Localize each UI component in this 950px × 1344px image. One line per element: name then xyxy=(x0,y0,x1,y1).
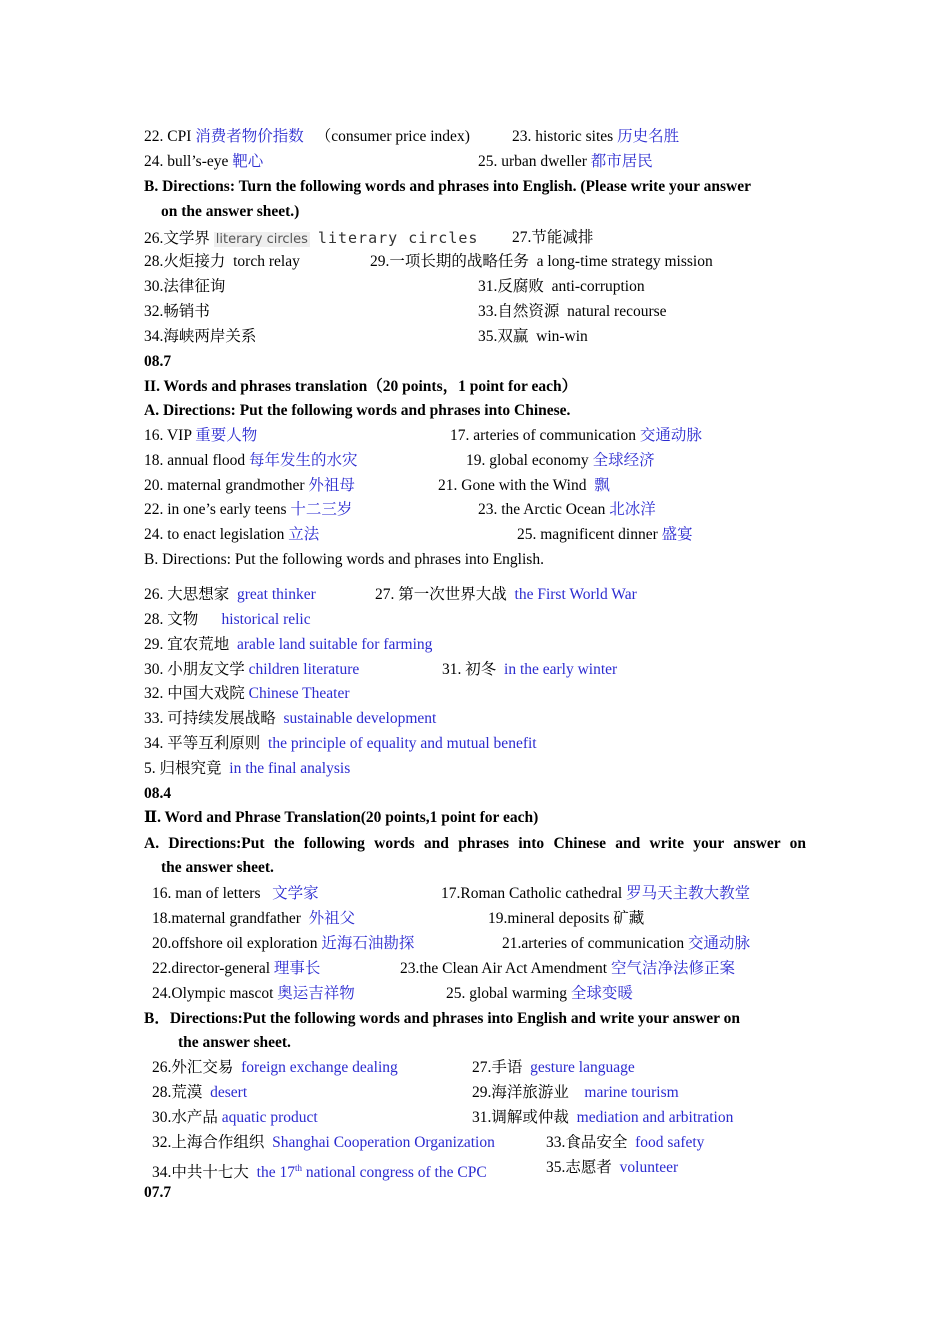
ordinal-suffix: th xyxy=(294,1163,302,1173)
answer: 罗马天主教大教堂 xyxy=(626,885,751,902)
item-34 xyxy=(144,734,537,754)
answer: mediation and arbitration xyxy=(576,1109,734,1126)
item-27 xyxy=(472,1058,635,1078)
item-term: 22.director-general xyxy=(152,960,274,977)
answer: arable land suitable for farming xyxy=(237,636,433,653)
item-29 xyxy=(472,1083,679,1103)
item-24 xyxy=(152,984,355,1004)
item-term: 31. 初冬 xyxy=(442,661,505,678)
item-19: 19.mineral deposits 矿藏 xyxy=(488,910,645,927)
item-term: 23. the Arctic Ocean xyxy=(478,501,610,518)
answer: children literature xyxy=(248,661,360,678)
item-35: 35.双赢 win-win xyxy=(478,328,588,345)
item-term: 34.中共十七大 xyxy=(152,1164,257,1182)
item-27 xyxy=(375,585,637,605)
answer-part: national congress of the CPC xyxy=(301,1164,487,1182)
item-23 xyxy=(512,127,679,147)
item-term: 24. to enact legislation xyxy=(144,526,289,543)
item-term: 25. magnificent dinner xyxy=(517,526,662,543)
answer: food safety xyxy=(635,1134,705,1151)
item-20 xyxy=(152,934,414,954)
item-33: 33.自然资源 natural recourse xyxy=(478,303,667,320)
item-25 xyxy=(517,525,693,545)
item-note: （consumer price index) xyxy=(315,128,470,145)
item-term: 22. CPI xyxy=(144,128,196,145)
item-term: 27.手语 xyxy=(472,1059,531,1076)
item-18 xyxy=(144,451,358,471)
item-26 xyxy=(144,228,478,250)
answer: 历史名胜 xyxy=(617,128,680,145)
item-term: 18.maternal grandfather xyxy=(152,910,309,927)
section-title: II. Words and phrases translation（20 points，1 point for each） xyxy=(144,378,578,395)
item-term: 27. 第一次世界大战 xyxy=(375,586,515,603)
answer: the principle of equality and mutual benefit xyxy=(268,735,537,752)
answer-part: the 17 xyxy=(256,1164,295,1182)
answer: 奥运吉祥物 xyxy=(277,985,355,1002)
item-18 xyxy=(152,909,355,929)
item-27: 27.节能减排 xyxy=(512,229,594,246)
answer: 每年发生的水灾 xyxy=(249,452,358,469)
item-26 xyxy=(152,1058,398,1078)
answer: in the early winter xyxy=(504,661,618,678)
item-23 xyxy=(400,959,735,979)
answer: desert xyxy=(210,1084,248,1101)
item-29: 29.一项长期的战略任务 a long-time strategy mission xyxy=(370,253,713,270)
answer: volunteer xyxy=(619,1159,679,1176)
item-term: 29. 宜农荒地 xyxy=(144,636,238,653)
item-24 xyxy=(144,152,263,172)
directions-b-cont: on the answer sheet.) xyxy=(161,203,300,220)
answer: 交通动脉 xyxy=(687,935,750,952)
answer: marine tourism xyxy=(584,1084,679,1101)
item-term: 35.志愿者 xyxy=(546,1159,620,1176)
item-26 xyxy=(144,585,316,605)
item-term: 31.调解或仲裁 xyxy=(472,1109,577,1126)
answer: 理事长 xyxy=(273,960,321,977)
item-term: 17.Roman Catholic cathedral xyxy=(441,885,627,902)
section-date: 07.7 xyxy=(144,1184,172,1201)
item-30: 30.法律征询 xyxy=(144,278,226,295)
answer: 空气洁净法修正案 xyxy=(610,960,735,977)
directions-b-cont: the answer sheet. xyxy=(178,1034,291,1051)
answer: historical relic xyxy=(221,611,311,628)
item-term: 26. 大思想家 xyxy=(144,586,238,603)
item-20 xyxy=(144,476,355,496)
highlighted-answer: literary circles xyxy=(215,232,308,247)
answer: 北冰洋 xyxy=(609,501,656,518)
answer: aquatic product xyxy=(221,1109,318,1126)
item-term: 22. in one’s early teens xyxy=(144,501,291,518)
item-34 xyxy=(152,1158,487,1183)
item-21 xyxy=(438,476,610,496)
item-term: 23.the Clean Air Act Amendment xyxy=(400,960,611,977)
item-term: 5. 归根究竟 xyxy=(144,760,230,777)
answer xyxy=(257,1164,487,1181)
item-term: 32. 中国大戏院 xyxy=(144,685,249,702)
answer: 靶心 xyxy=(232,153,264,170)
answer: 重要人物 xyxy=(195,427,258,444)
item-term: 21. Gone with the Wind xyxy=(438,477,595,494)
item-25 xyxy=(446,984,633,1004)
item-31 xyxy=(472,1108,733,1128)
directions-a: A. Directions: Put the following words and phrases into Chinese. xyxy=(144,402,571,419)
item-term: 34. 平等互利原则 xyxy=(144,735,269,752)
section-title: Ⅱ. Word and Phrase Translation(20 points,1 point for each) xyxy=(144,809,539,826)
item-31: 31.反腐败 anti-corruption xyxy=(478,278,645,295)
item-term: 16. man of letters xyxy=(152,885,273,902)
item-term: 20. maternal grandmother xyxy=(144,477,309,494)
answer: 全球变暖 xyxy=(570,985,633,1002)
answer: 飘 xyxy=(594,477,610,494)
answer: 外祖母 xyxy=(308,477,355,494)
item-32 xyxy=(152,1133,495,1153)
item-32 xyxy=(144,684,350,704)
item-34: 34.海峡两岸关系 xyxy=(144,328,257,345)
section-date: 08.7 xyxy=(144,353,172,370)
item-term: 25. global warming xyxy=(446,985,571,1002)
answer: foreign exchange dealing xyxy=(241,1059,398,1076)
item-term: 30.水产品 xyxy=(152,1109,222,1126)
answer: the First World War xyxy=(514,586,637,603)
item-24 xyxy=(144,525,319,545)
item-term: 26.文学界 xyxy=(144,230,214,247)
item-term: 16. VIP xyxy=(144,427,196,444)
item-term: 29.海洋旅游业 xyxy=(472,1084,585,1101)
item-35 xyxy=(546,1158,678,1178)
item-17 xyxy=(450,426,702,446)
item-term: 26.外汇交易 xyxy=(152,1059,242,1076)
item-29 xyxy=(144,635,432,655)
item-term: 24. bull’s-eye xyxy=(144,153,233,170)
item-30 xyxy=(144,660,359,680)
answer: 立法 xyxy=(288,526,320,543)
item-33 xyxy=(546,1133,704,1153)
item-35 xyxy=(144,759,350,779)
typed-answer: literary circles xyxy=(317,229,479,247)
answer: in the final analysis xyxy=(229,760,351,777)
answer: great thinker xyxy=(237,586,316,603)
answer: 都市居民 xyxy=(590,153,653,170)
item-23 xyxy=(478,500,656,520)
answer: 全球经济 xyxy=(592,452,655,469)
item-term: 33. 可持续发展战略 xyxy=(144,710,284,727)
item-28: 28.火炬接力 torch relay xyxy=(144,253,300,270)
answer: Chinese Theater xyxy=(248,685,350,702)
directions-a-cont: the answer sheet. xyxy=(161,859,274,876)
item-term: 21.arteries of communication xyxy=(502,935,688,952)
answer: 外祖父 xyxy=(308,910,356,927)
item-term: 28.荒漠 xyxy=(152,1084,211,1101)
answer: sustainable development xyxy=(283,710,437,727)
item-19 xyxy=(466,451,655,471)
item-term: 19. global economy xyxy=(466,452,593,469)
item-16 xyxy=(144,426,257,446)
directions-b: B. Directions: Turn the following words and phrases into English. (Please write your answer xyxy=(144,178,751,195)
answer: 文学家 xyxy=(272,885,319,902)
answer: 盛宴 xyxy=(661,526,693,543)
item-25 xyxy=(478,152,653,172)
answer: gesture language xyxy=(530,1059,635,1076)
directions-b: B. Directions: Put the following words and phrases into English. xyxy=(144,551,544,568)
item-term: 28. 文物 xyxy=(144,611,222,628)
item-22-cpi xyxy=(144,127,470,147)
answer: Shanghai Cooperation Organization xyxy=(272,1134,495,1151)
answer: 交通动脉 xyxy=(639,427,702,444)
item-32: 32.畅销书 xyxy=(144,303,210,320)
item-21 xyxy=(502,934,750,954)
directions-a: A. Directions:Put the following words and phrases into Chinese and write your answer on xyxy=(144,835,806,852)
item-term: 33.食品安全 xyxy=(546,1134,636,1151)
item-term: 32.上海合作组织 xyxy=(152,1134,273,1151)
item-22 xyxy=(144,500,352,520)
item-30 xyxy=(152,1108,318,1128)
answer: 十二三岁 xyxy=(290,501,353,518)
section-date: 08.4 xyxy=(144,785,172,802)
item-28 xyxy=(152,1083,247,1103)
item-term: 30. 小朋友文学 xyxy=(144,661,249,678)
item-33 xyxy=(144,709,436,729)
item-term: 24.Olympic mascot xyxy=(152,985,278,1002)
answer: 近海石油勘探 xyxy=(321,935,415,952)
item-16 xyxy=(152,884,319,904)
item-term: 25. urban dweller xyxy=(478,153,591,170)
directions-b: B．Directions:Put the following words and phrases into English and write your answer on xyxy=(144,1010,740,1027)
item-31 xyxy=(442,660,617,680)
item-22 xyxy=(152,959,320,979)
item-28 xyxy=(144,610,311,630)
item-term: 17. arteries of communication xyxy=(450,427,640,444)
item-17 xyxy=(441,884,750,904)
item-term: 20.offshore oil exploration xyxy=(152,935,322,952)
item-term: 23. historic sites xyxy=(512,128,618,145)
answer: 消费者物价指数 xyxy=(195,128,304,145)
item-term: 18. annual flood xyxy=(144,452,250,469)
